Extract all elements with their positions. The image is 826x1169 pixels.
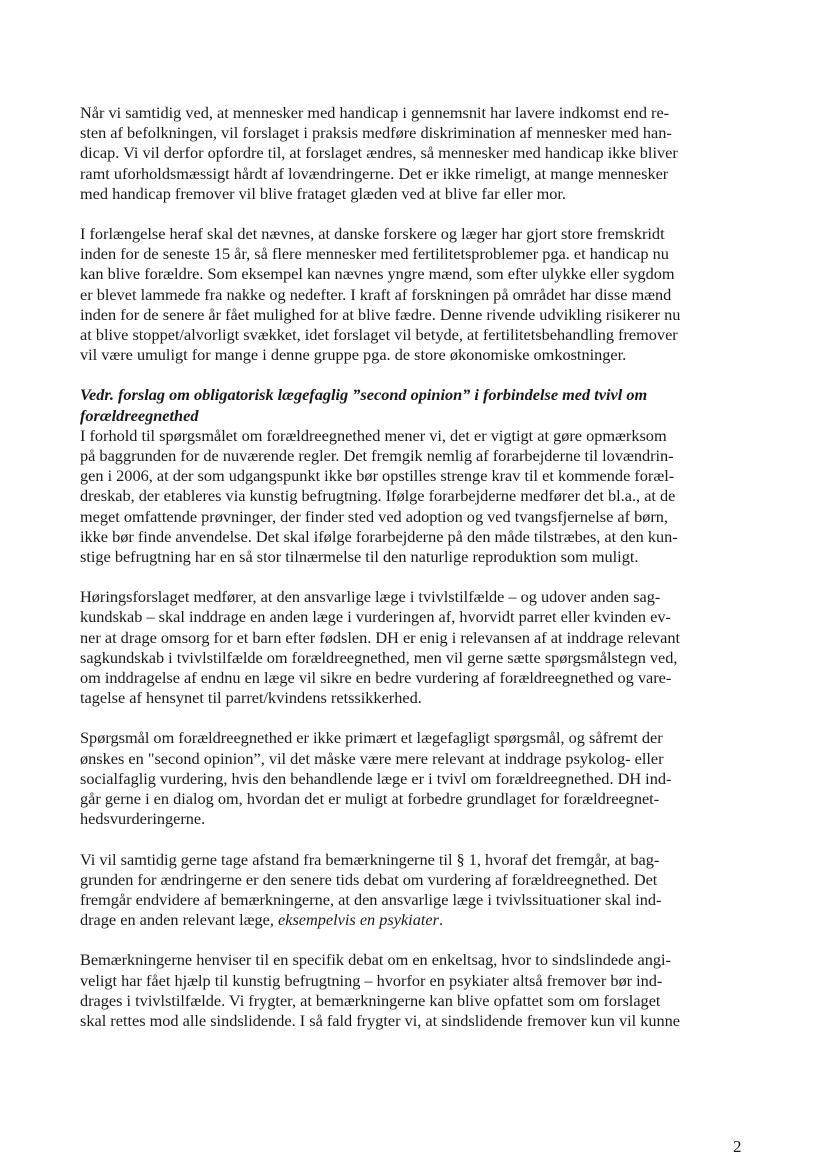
- paragraph-section-1-text: Vi vil samtidig gerne tage afstand fra bemærkningerne til § 1, hvoraf det fremgår, at bag- grunden for ændringerne er den senere tids debat om vurdering af forældreegnethed. Det fremgår endvidere af bemærkningerne, at den ansvarlige læge i tvivlssituationer skal ind- drage en anden relevant læge,: [80, 849, 662, 930]
- paragraph-specific-debate: Bemærkningerne henviser til en specifik debat om en enkeltsag, hvor to sindslindede angi- veligt har fået hjælp til kunstig befrugtning – hvorfor en psykiater altså fremover bør ind- drages i tvivlstilfælde. Vi frygter, at bemærkningerne kan blive opfattet som om forslaget skal rettes mod alle sindslidende. I så fald frygter vi, at sindslidende fremover kun vil kunne: [80, 950, 680, 1030]
- paragraph-handicap-income: Når vi samtidig ved, at mennesker med handicap i gennemsnit har lavere indkomst end re- sten af befolkningen, vil forslaget i praksis medføre diskrimination af mennesker med han- dicap. Vi vil derfor opfordre til, at forslaget ændres, så mennesker med handicap ikke bliver ramt uforholdsmæssigt hårdt af lovændringerne. Det er ikke rimeligt, at mange mennesker med handicap fremover vil blive frataget glæden ved at blive far eller mor.: [80, 103, 678, 203]
- page-number: 2: [733, 1137, 742, 1156]
- paragraph-parental-suitability: I forhold til spørgsmålet om forældreegnethed mener vi, det er vigtigt at gøre opmærksom på baggrunden for de nuværende regler. Det fremgik nemlig af forarbejderne til lovændrin- gen i 2006, at der som udgangspunkt ikke bør opstilles strenge krav til et kommende foræl- dreskab, der etableres via kunstig befrugtning. Ifølge forarbejderne medfører det bl.a., at de meget omfattende prøvninger, der finder sted ved adoption og ved tvangsfjernelse af børn, ikke bør finde anvendelse. Det skal ifølge forarbejderne på den måde tilstræbes, at den kun- stige befrugtning har en så stor tilnærmelse til den naturlige reproduktion som muligt.: [80, 425, 678, 567]
- paragraph-hearing-proposal: Høringsforslaget medfører, at den ansvarlige læge i tvivlstilfælde – og udover anden sag- kundskab – skal inddrage en anden læge i vurderingen af, hvorvidt parret eller kvinden ev- ner at drage omsorg for et barn efter fødslen. DH er enig i relevansen af at inddrage relevant sagkundskab i tvivlstilfælde om forældreegnethed, men vil gerne sætte spørgsmålstegn ved, om inddragelse af endnu en læge vil sikre en bedre vurdering af forældreegnethed og vare- tagelse af hensynet til parret/kvindens retssikkerhed.: [80, 587, 681, 708]
- paragraph-section-1-end: .: [438, 910, 444, 930]
- section-heading-second-opinion: Vedr. forslag om obligatorisk lægefaglig ”second opinion” i forbindelse med tvivl om forældreegnethed: [80, 385, 648, 425]
- paragraph-research-progress: I forlængelse heraf skal det nævnes, at danske forskere og læger har gjort store fremskridt inden for de seneste 15 år, så flere mennesker med fertilitetsproblemer pga. et handicap nu kan blive forældre. Som eksempel kan nævnes yngre mænd, som efter ulykke eller sygdom er blevet lammede fra nakke og nedefter. I kraft af forskningen på området har disse mænd inden for de senere år fået mulighed for at blive fædre. Denne rivende udvikling risikerer nu at blive stoppet/alvorligt svækket, idet forslaget vil betyde, at fertilitetsbehandling fremover vil være umuligt for mange i denne gruppe pga. de store økonomiske omkostninger.: [80, 224, 681, 365]
- document-page: [80, 103, 756, 1051]
- paragraph-section-1-remarks: [80, 850, 756, 931]
- paragraph-section-1-italic: eksempelvis en psykiater: [278, 910, 439, 930]
- paragraph-parental-questions: Spørgsmål om forældreegnethed er ikke primært et lægefagligt spørgsmål, og såfremt der ønskes en "second opinion”, vil det måske være mere relevant at inddrage psykolog- eller socialfaglig vurdering, hvis den behandlende læge er i tvivl om forældreegnethed. DH ind- går gerne i en dialog om, hvordan det er muligt at forbedre grundlaget for forældreegnet- hedsvurderingerne.: [80, 728, 672, 829]
